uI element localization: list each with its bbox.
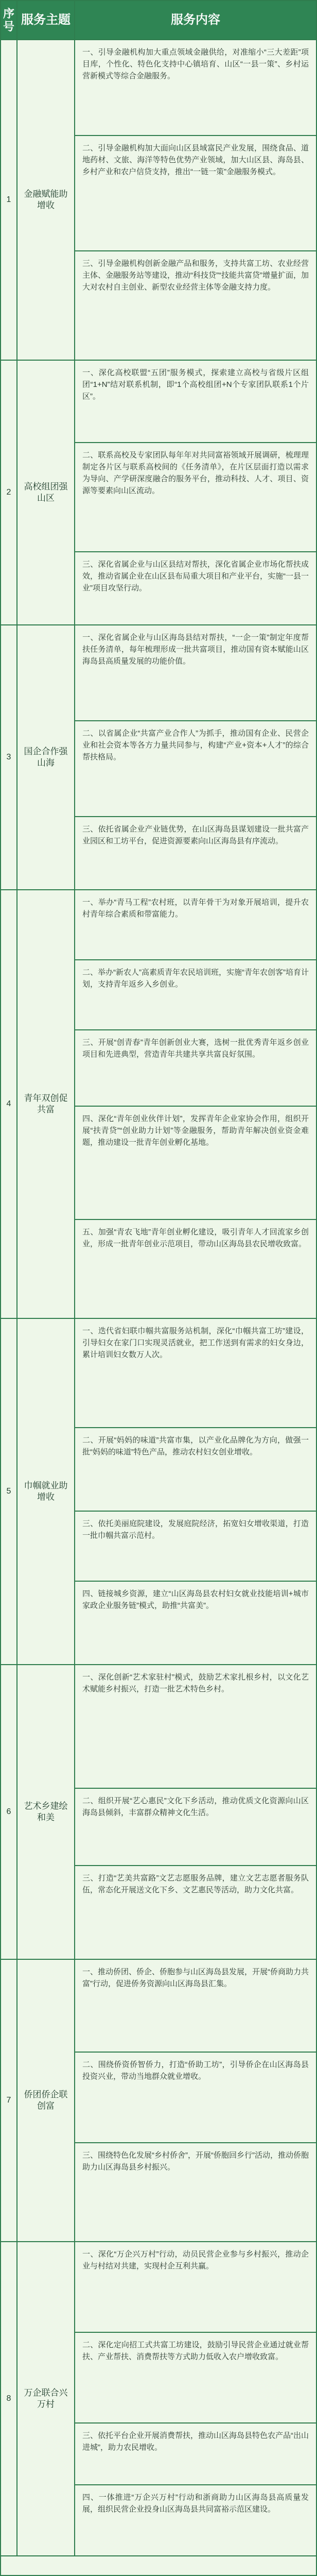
service-item: 三、围绕特色化发展“乡村侨舍”，开展“侨胞回乡行”活动，推动侨胞助力山区海岛县乡村振兴。 (82, 2151, 309, 2172)
row-content (75, 361, 316, 624)
header-num: 序号 (1, 1, 17, 39)
row-number: 8 (1, 2242, 17, 2555)
row-theme: 万企联合兴万村 (17, 2242, 75, 2555)
row-content (75, 1319, 316, 1664)
service-item: 二、开展“妈妈的味道”共富市集，以产业化品牌化为方向，做强一批“妈妈的味道”特色产品，推动农村妇女创业增收。 (75, 1428, 316, 1512)
service-item: 二、联系高校及专家团队每年年对共同富裕领域开展调研，梳理理制定各片区与联系高校间的《任务清单》，在片区层面打造以需求为导向、产学研深度融合的服务平台，推动科技、人才、项目、资源等要素向山区流动。 (75, 443, 316, 552)
row-number: 4 (1, 890, 17, 1318)
row-theme: 高校组团强山区 (17, 361, 75, 624)
row-content (75, 40, 316, 360)
row-theme: 艺术乡建绘和美 (17, 1665, 75, 1959)
service-item: 二、以省属企业“共富产业合作人”为抓手，推动国有企业、民营企业和社会资本等各方力量共同参与，构建“产业+资本+人才”的综合帮扶格局。 (75, 721, 316, 817)
table-row (1, 2242, 316, 2556)
service-item: 五、加强“青农飞地”青年创业孵化建设，吸引青年人才回流家乡创业，形成一批青年创业示范项目，带动山区海岛县农民增收致富。 (82, 1228, 309, 1248)
table-row (1, 1960, 316, 2242)
service-item: 一、深化省属企业与山区海岛县结对帮扶，“一企一策”制定年度帮扶任务清单，每年梳理形成一批共富项目，推动国有资本赋能山区海岛县高质量发展的功能价值。 (75, 625, 316, 721)
service-item: 一、举办“青马工程”农村班，以青年骨干为对象开展培训，提升农村青年综合素质和带富能力。 (75, 890, 316, 960)
header-content: 服务内容 (171, 13, 220, 27)
service-item: 一、深化高校联盟“五团”服务模式，探索建立高校与省级片区组团“1+N”结对联系机制，即“1个高校组团+N个专家团队联系1个片区”。 (75, 361, 316, 443)
service-item: 三、依托美丽庭院建设，发展庭院经济，拓宽妇女增收渠道，打造一批巾帼共富示范村。 (75, 1512, 316, 1582)
service-item: 一、引导金融机构加大重点领域金融供给，对准缩小“三大差距”项目库，个性化、特色化支持中心镇培育、山区“一县一策”、乡村运营新模式等综合金融服务。 (75, 40, 316, 136)
row-theme: 巾帼就业助增收 (17, 1319, 75, 1664)
row-number: 6 (1, 1665, 17, 1959)
table-row (1, 40, 316, 361)
service-item: 一、推动侨团、侨企、侨胞参与山区海岛县发展，开展“侨商助力共富”行动，促进侨务资源向山区海岛县汇集。 (75, 1960, 316, 2053)
header-theme: 服务主题 (17, 1, 75, 39)
table-row (1, 1319, 316, 1665)
service-item: 四、链接城乡资源，建立“山区海岛县农村妇女就业技能培训+城市家政企业服务链”模式，助推“共富美”。 (82, 1589, 309, 1610)
service-item: 三、打造“艺美共富路”文艺志愿服务品牌，建立文艺志愿者服务队伍，常态化开展送文化下乡、文艺惠民等活动，助力文化共富。 (82, 1874, 309, 1894)
service-item: 二、引导金融机构加大面向山区县域富民产业发展，围绕食品、道地药材、文旅、海洋等特色优势产业领域，加大山区县、海岛县、乡村产业和农户信贷支持，推出“一链一策”金融服务模式。 (75, 136, 316, 251)
row-content (75, 2242, 316, 2555)
service-item: 三、依托平台企业开展消费帮扶，推动山区海岛县特色农产品“出山进城”，助力农民增收。 (75, 2424, 316, 2485)
row-theme: 国企合作强山海 (17, 625, 75, 889)
service-item: 四、一体推进“万企兴万村”行动和浙商助力山区海岛县高质量发展，组织民营企业投身山区海岛县共同富裕示范区建设。 (82, 2493, 309, 2514)
table-row (1, 625, 316, 890)
row-theme: 青年双创促共富 (17, 890, 75, 1318)
service-item: 一、深化“万企兴万村”行动，动员民营企业参与乡村振兴，推动企业与村结对共建，实现村企互利共赢。 (75, 2242, 316, 2333)
table-header (1, 1, 316, 40)
service-item: 二、深化定向招工式共富工坊建设，鼓励引导民营企业通过就业帮扶、产业帮扶、消费帮扶等方式助力低收入农户增收致富。 (75, 2333, 316, 2424)
service-item: 三、依托省属企业产业链优势，在山区海岛县谋划建设一批共富产业园区和工坊平台，促进资源要素向山区海岛县有序流动。 (82, 825, 309, 845)
row-content (75, 890, 316, 1318)
service-item: 一、迭代省妇联巾帼共富服务站机制，深化“巾帼共富工坊”建设，引导妇女在家门口实现灵活就业，把工作送到有需求的妇女身边，累计培训妇女数万人次。 (75, 1319, 316, 1428)
row-number: 3 (1, 625, 17, 889)
service-item: 二、组织开展“艺心惠民”文化下乡活动，推动优质文化资源向山区海岛县倾斜，丰富群众精神文化生活。 (75, 1789, 316, 1866)
row-theme: 侨团侨企联创富 (17, 1960, 75, 2241)
row-content (75, 625, 316, 889)
row-theme: 金融赋能助增收 (17, 40, 75, 360)
service-item: 四、深化“青年创业伙伴计划”，发挥青年企业家协会作用，组织开展“扶青贷”“创业助力计划”等金融服务，帮助青年解决创业资金难题，推动建设一批青年创业孵化基地。 (75, 1107, 316, 1220)
row-content (75, 1665, 316, 1959)
table-row (1, 1665, 316, 1960)
service-item: 二、围绕侨资侨智侨力，打造“侨助工坊”，引导侨企在山区海岛县投资兴业，带动当地群众就业增收。 (75, 2053, 316, 2143)
row-number: 2 (1, 361, 17, 624)
row-number: 5 (1, 1319, 17, 1664)
row-number: 1 (1, 40, 17, 360)
service-item: 二、举办“新农人”高素质青年农民培训班，实施“青年农创客”培育计划，支持青年返乡入乡创业。 (75, 960, 316, 1030)
service-item: 一、深化创新“艺术家驻村”模式，鼓励艺术家扎根乡村，以文化艺术赋能乡村振兴，打造一批艺术特色乡村。 (75, 1665, 316, 1789)
row-content (75, 1960, 316, 2241)
table-row (1, 890, 316, 1319)
service-item: 三、开展“创青春”青年创新创业大赛，选树一批优秀青年返乡创业项目和先进典型，营造青年共建共享共富良好氛围。 (75, 1030, 316, 1107)
row-number: 7 (1, 1960, 17, 2241)
service-item: 三、引导金融机构创新金融产品和服务，支持共富工坊、农业经营主体、金融服务站等建设，推动“科技贷”“技能共富贷”增量扩面，加大对农村自主创业、新型农业经营主体等金融支持力度。 (82, 259, 309, 292)
table-row (1, 361, 316, 625)
service-item: 三、深化省属企业与山区县结对帮扶，深化省属企业市场化帮扶成效，推动省属企业在山区县布局重大项目和产业平台，实施“一县一业”项目攻坚行动。 (82, 560, 309, 592)
